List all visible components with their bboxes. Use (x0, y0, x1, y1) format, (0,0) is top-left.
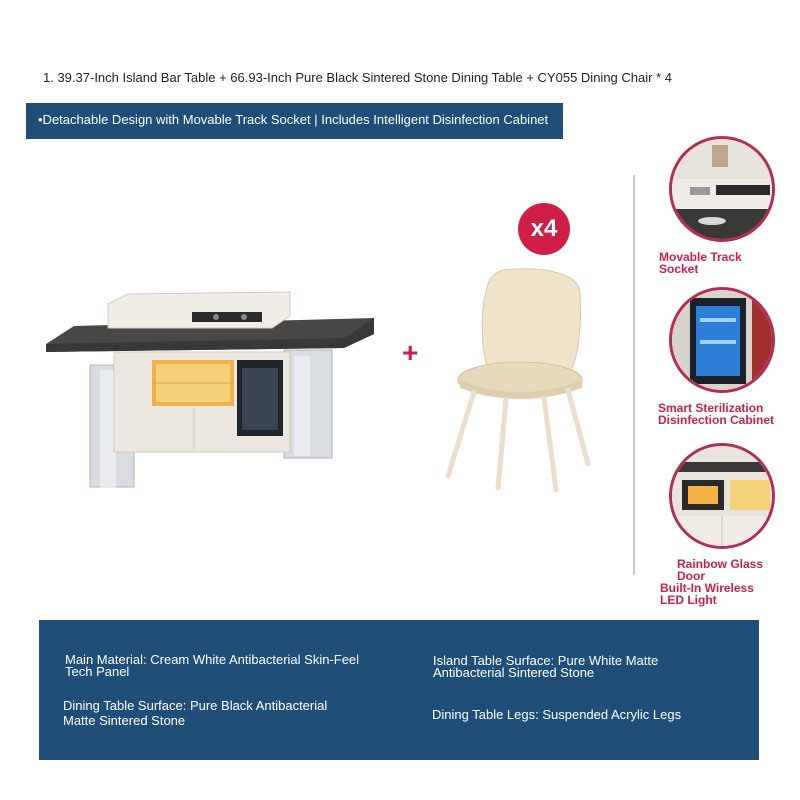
page-title: 1. 39.37-Inch Island Bar Table + 66.93-Inch Pure Black Sintered Stone Dining Table + CY055 Dining Chair * 4 (43, 70, 672, 85)
track-socket-thumbnail (669, 136, 775, 242)
dining-chair-image (440, 268, 600, 494)
feature-label-disinfection-cabinet: Smart Sterilization Disinfection Cabinet (658, 401, 775, 427)
feature-label-track-socket: Movable Track Socket (659, 250, 742, 276)
rainbow-glass-door-thumbnail (669, 443, 775, 549)
spec-island-surface: Island Table Surface: Pure White Matte Antibacterial Sintered Stone (433, 653, 659, 680)
spec-main-material: Main Material: Cream White Antibacterial Skin-Feel Tech Panel (65, 652, 360, 679)
spec-dining-surface: Dining Table Surface: Pure Black Antibacterial Matte Sintered Stone (63, 698, 328, 728)
spec-dining-legs: Dining Table Legs: Suspended Acrylic Legs (432, 707, 682, 722)
feature-banner: •Detachable Design with Movable Track Socket | Includes Intelligent Disinfection Cabinet (26, 103, 563, 139)
disinfection-cabinet-thumbnail (669, 287, 775, 393)
specs-panel (39, 620, 759, 760)
island-table-image (44, 290, 378, 500)
vertical-divider (633, 175, 635, 575)
feature-label-rainbow-glass: Rainbow Glass Door Built-In Wireless LED Light (660, 557, 764, 607)
plus-sign: + (402, 337, 419, 368)
chair-quantity-badge: x4 (518, 203, 570, 255)
